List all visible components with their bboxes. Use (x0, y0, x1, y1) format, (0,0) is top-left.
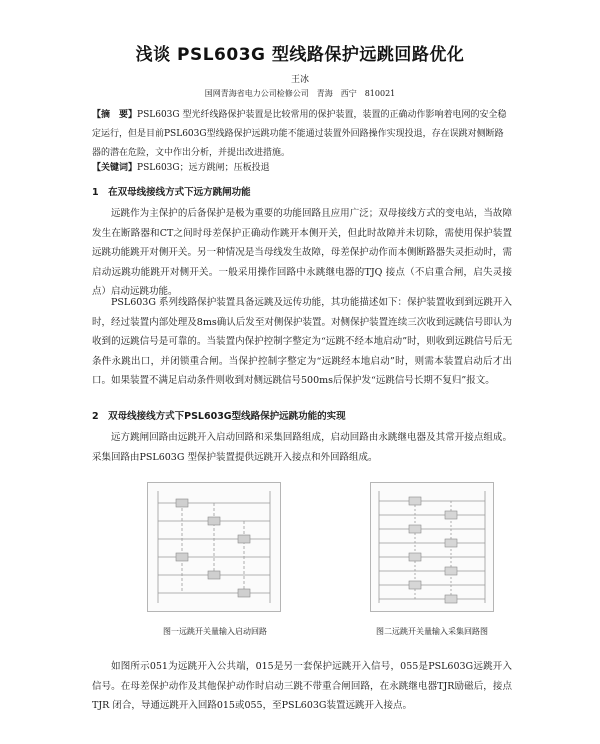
figure-2-drawing (371, 483, 493, 611)
section-2-heading: 2 双母线接线方式下PSL603G型线路保护远跳功能的实现 (92, 411, 346, 422)
paper-title: 浅谈 PSL603G 型线路保护远跳回路优化 (135, 45, 465, 65)
section-1-heading: 1 在双母线接线方式下远方跳闸功能 (92, 187, 251, 198)
figure-2-caption: 图二远跳开关量输入采集回路图 (376, 627, 488, 636)
figure-2-circuit-diagram (370, 482, 494, 612)
paper-author: 王冰 (290, 75, 309, 85)
section-2-paragraph-2: 如图所示051为远跳开入公共端，015是另一套保护远跳开入信号，055是PSL603G远跳开入信号。在母差保护动作及其他保护动作时启动三跳不带重合闸回路，在永跳继电器TJR励磁后，接点TJR 闭合，导通远跳开入回路015或055，至PSL603G装置远跳开入接点。 (92, 661, 512, 711)
section-1-paragraph-1: 远跳作为主保护的后备保护是极为重要的功能回路且应用广泛；双母接线方式的变电站，当故障发生在断路器和CT之间时母差保护正确动作跳开本侧开关，但此时故障并未切除，需使用保护装置远跳功能跳开对侧开关。另一种情况是当母线发生故障，母差保护动作而本侧断路器失灵拒动时，需启动远跳功能跳开对侧开关。一般采用操作回路中永跳继电器的TJQ 接点（不启重合闸，启失灵接点）启动远跳功能。 (92, 208, 512, 297)
keywords-text: PSL603G；远方跳闸；压板投退 (137, 163, 270, 173)
abstract (92, 106, 512, 163)
abstract-label: 【摘 要】 (92, 110, 138, 120)
keywords-label: 【关键词】 (92, 163, 138, 173)
keywords (92, 160, 512, 173)
abstract-text: PSL603G 型光纤线路保护装置是比较常用的保护装置，装置的正确动作影响着电网的安全稳定运行，但是目前PSL603G型线路保护远跳功能不能通过装置外回路操作实现投退，存在误跳对侧断路器的潜在危险，文中作出分析，并提出改进措施。 (92, 110, 507, 158)
section-2-paragraph-1: 远方跳闸回路由远跳开入启动回路和采集回路组成，启动回路由永跳继电器及其常开接点组成。采集回路由PSL603G 型保护装置提供远跳开入接点和外回路组成。 (92, 432, 512, 463)
figure-1-circuit-diagram (147, 482, 281, 612)
figure-1-drawing (148, 483, 280, 611)
figure-1-caption: 图一远跳开关量输入启动回路 (163, 627, 267, 636)
section-1-paragraph-2: PSL603G 系列线路保护装置具备远跳及远传功能，其功能描述如下：保护装置收到到远跳开入时，经过装置内部处理及8ms确认后发至对侧保护装置。对侧保护装置连续三次收到远跳信号即认为收到的远跳信号是可靠的。当装置内保护控制字整定为“远跳不经本地启动”时，则收到远跳信号后无条件永跳出口，并闭锁重合闸。当保护控制字整定为“远跳经本地启动”时，则需本装置启动后才出口。如果装置不满足启动条件则收到对侧远跳信号500ms后保护发“远跳信号长期不复归”报文。 (92, 297, 512, 386)
paper-affiliation: 国网青海省电力公司检修公司 青海 西宁 810021 (204, 89, 396, 98)
